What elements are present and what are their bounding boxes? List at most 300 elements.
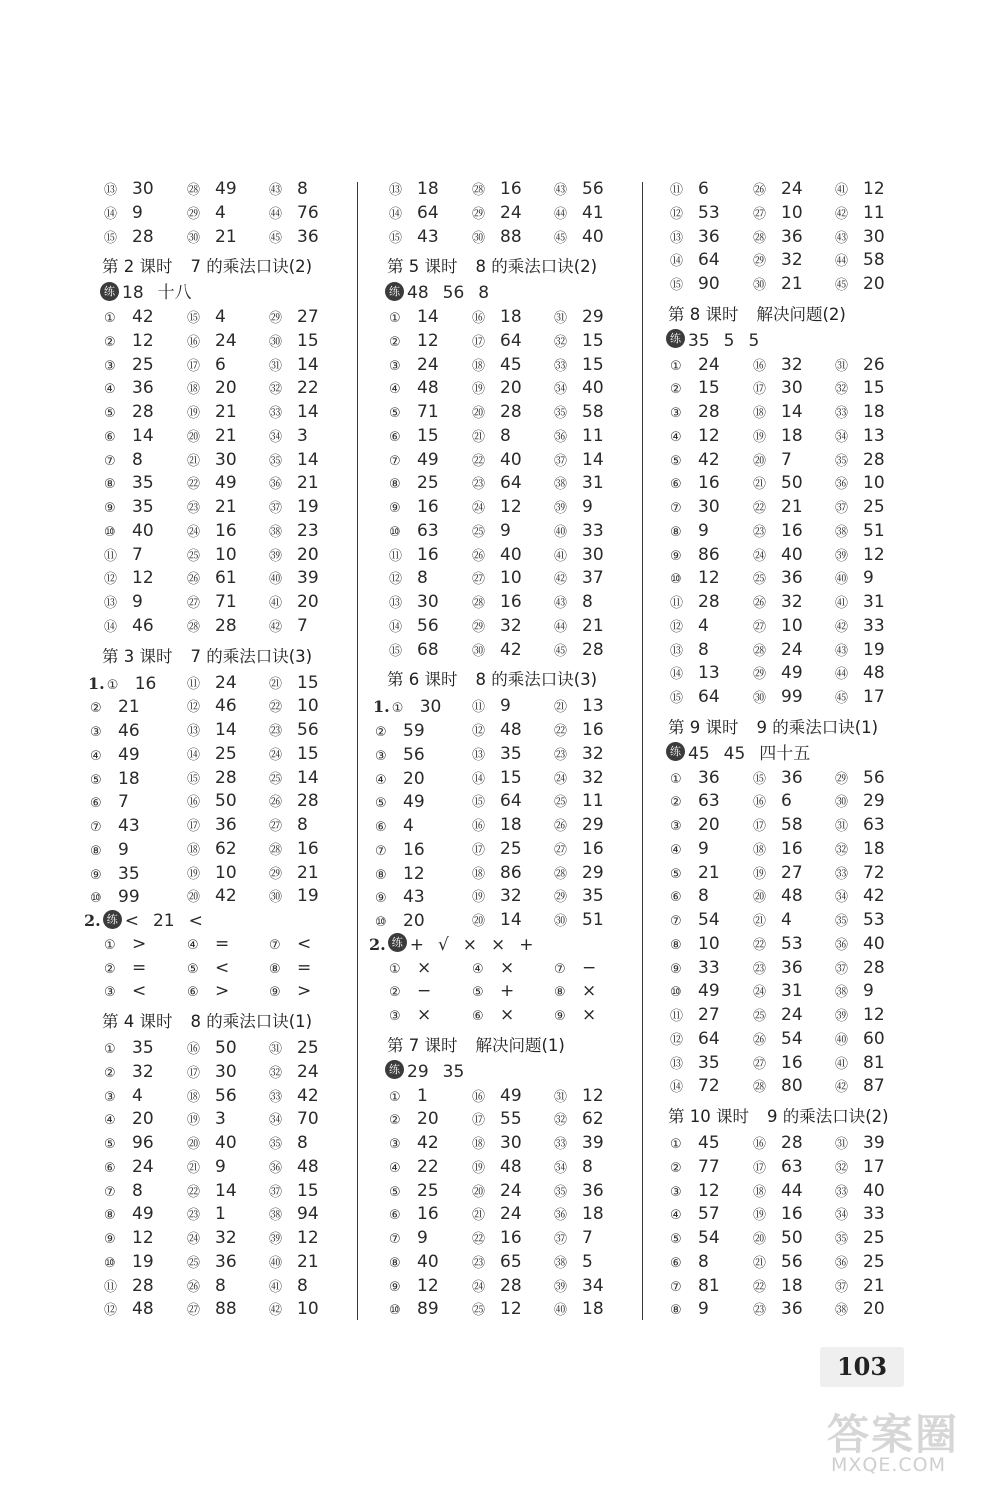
answer-cell <box>187 743 237 768</box>
answer-value: 43 <box>118 816 140 836</box>
answer-cell <box>753 1075 803 1100</box>
item-number: ㉗ <box>472 572 485 588</box>
answer-row <box>385 401 630 425</box>
answer-value: 40 <box>582 378 604 399</box>
answer-value: 39 <box>297 568 319 589</box>
item-number: ⑱ <box>187 1089 200 1105</box>
item-number: ③ <box>104 1089 115 1105</box>
item-number: ㉖ <box>753 596 766 611</box>
item-number: ㊱ <box>269 1160 282 1176</box>
item-number: ⑲ <box>753 866 766 882</box>
answer-cell <box>835 957 885 982</box>
answer-row <box>666 354 906 378</box>
answer-value: 80 <box>781 1076 803 1097</box>
answer-row <box>100 377 345 401</box>
answer-value: 15 <box>582 330 604 351</box>
item-number: ㊳ <box>269 524 282 540</box>
answer-value: 16 <box>500 179 522 199</box>
answer-cell <box>835 686 885 711</box>
answer-cell <box>269 425 308 450</box>
answer-value: × <box>417 957 432 978</box>
answer-value: 49 <box>403 792 425 813</box>
item-number: ㉓ <box>187 501 200 516</box>
answer-value: 58 <box>863 250 885 271</box>
item-number: ㉑ <box>187 1160 200 1176</box>
question-number: 2. <box>84 911 101 930</box>
answer-row <box>375 790 630 814</box>
answer-cell <box>472 449 522 474</box>
answer-cell <box>472 743 522 768</box>
item-number: ⑩ <box>670 985 681 1001</box>
answer-value: 56 <box>215 1085 237 1106</box>
answer-cell <box>753 1132 803 1157</box>
answer-row <box>385 354 630 378</box>
answer-cell <box>835 401 885 426</box>
lesson-number: 第 4 课时 <box>102 1012 173 1031</box>
answer-cell <box>554 980 596 1005</box>
answer-cell <box>389 449 439 474</box>
item-number: ③ <box>389 1009 400 1024</box>
item-number: ㉖ <box>753 183 766 198</box>
answer-value: 8 <box>297 179 308 199</box>
answer-value: 48 <box>132 1299 154 1320</box>
answer-value: 48 <box>863 663 885 684</box>
item-number: ⑬ <box>187 724 200 739</box>
answer-cell <box>835 1251 885 1276</box>
answer-cell <box>670 377 720 402</box>
answer-cell <box>104 1180 143 1205</box>
answer-cell <box>670 1180 720 1205</box>
answer-cell <box>753 1298 803 1323</box>
answer-cell <box>187 1251 237 1276</box>
lesson-heading <box>666 1105 906 1129</box>
answer-cell <box>269 814 308 839</box>
item-number: ㉝ <box>269 1089 282 1105</box>
answer-cell <box>472 178 522 203</box>
lesson-title: 7 的乘法口诀(3) <box>190 646 313 666</box>
answer-cell <box>554 520 604 545</box>
item-number: ㉙ <box>554 890 567 906</box>
item-number: ⑭ <box>104 619 117 635</box>
item-number: ㉙ <box>835 771 848 787</box>
answer-cell <box>472 1156 522 1181</box>
item-number: ㉑ <box>753 1255 766 1271</box>
answer-value: 10 <box>863 473 885 494</box>
answer-cell <box>554 226 604 251</box>
answer-row <box>100 1203 345 1227</box>
item-number: ① <box>670 358 681 374</box>
item-number: ⑬ <box>472 747 485 763</box>
answer-row <box>100 1251 345 1275</box>
answer-cell <box>554 767 604 792</box>
answer-value: 48 <box>500 720 522 740</box>
answer-cell <box>472 980 514 1005</box>
item-number: ① <box>670 1137 681 1152</box>
answer-value: 57 <box>698 1204 720 1225</box>
answer-value: 11 <box>582 425 604 446</box>
item-number: ⑨ <box>375 891 386 907</box>
answer-cell <box>389 401 439 426</box>
answer-cell <box>472 909 522 934</box>
answer-cell <box>269 1180 319 1205</box>
lesson-title: 9 的乘法口诀(1) <box>756 717 879 737</box>
item-number: ④ <box>670 842 681 858</box>
item-number: ⑱ <box>753 1184 766 1200</box>
practice-answer: + <box>519 934 534 955</box>
answer-cell <box>472 330 522 355</box>
answer-value: 28 <box>863 449 885 470</box>
item-number: ⑲ <box>472 1160 485 1176</box>
practice-answer-line <box>385 1061 630 1085</box>
answer-value: 10 <box>781 615 803 636</box>
item-number: ② <box>104 334 115 350</box>
answer-value: 18 <box>417 179 439 199</box>
answer-value: 9 <box>118 839 129 860</box>
answer-value: 4 <box>132 1085 143 1106</box>
answer-cell <box>187 672 237 697</box>
item-number: ㉑ <box>753 914 766 929</box>
answer-value: 54 <box>698 910 720 930</box>
item-number: ① <box>104 1042 115 1057</box>
answer-value: 18 <box>863 838 885 859</box>
answer-cell <box>472 567 522 592</box>
answer-value: 56 <box>297 720 319 740</box>
item-number: ⑫ <box>389 572 402 588</box>
answer-value: 50 <box>781 473 803 494</box>
item-number: ⑤ <box>670 1232 681 1247</box>
answer-cell <box>670 202 720 227</box>
answer-value: 28 <box>582 639 604 660</box>
item-number: ㉕ <box>269 771 282 787</box>
answer-cell <box>187 695 237 720</box>
answer-cell <box>835 838 885 863</box>
answer-value: 12 <box>582 1085 604 1106</box>
answer-cell <box>389 178 439 203</box>
answer-cell <box>187 1227 237 1252</box>
answer-cell <box>554 425 604 450</box>
answer-value: 61 <box>215 568 237 589</box>
answer-value: 14 <box>417 307 439 327</box>
item-number: ⑦ <box>389 1232 400 1247</box>
answer-cell <box>104 957 146 982</box>
answer-cell <box>670 520 709 545</box>
answer-row <box>100 567 345 591</box>
answer-value: 39 <box>863 1133 885 1153</box>
answer-row <box>100 496 345 520</box>
item-number: ㊲ <box>835 1279 848 1295</box>
item-number: ㉒ <box>753 937 766 953</box>
answer-cell <box>187 449 237 474</box>
answer-cell <box>753 686 803 711</box>
answer-cell <box>88 743 140 769</box>
practice-answer: 四十五 <box>759 743 811 764</box>
lesson-number: 第 6 课时 <box>387 670 458 690</box>
answer-value: 24 <box>500 202 522 223</box>
answer-cell <box>554 591 593 616</box>
answer-value: 26 <box>863 354 885 375</box>
answer-row <box>385 425 630 449</box>
answer-value: 21 <box>297 862 319 883</box>
item-number: ⑤ <box>670 453 681 469</box>
item-number: ⑯ <box>753 1137 766 1152</box>
answer-value: 14 <box>297 449 319 470</box>
answer-cell <box>554 1203 604 1228</box>
answer-cell <box>389 1085 428 1110</box>
answer-value: 16 <box>403 839 425 860</box>
item-number: ⑳ <box>187 1137 200 1152</box>
item-number: ⑤ <box>389 406 400 421</box>
answer-value: 22 <box>417 1156 439 1177</box>
answer-cell <box>554 719 604 744</box>
answer-cell <box>269 1251 319 1276</box>
item-number: ⑫ <box>670 1032 683 1048</box>
answer-value: 4 <box>698 615 709 636</box>
answer-value: 71 <box>417 402 439 422</box>
answer-row <box>385 1275 630 1299</box>
item-number: ⑨ <box>389 501 400 516</box>
practice-badge-icon: 练 <box>103 910 122 929</box>
item-number: ⑯ <box>753 358 766 374</box>
item-number: ㉕ <box>472 1303 485 1319</box>
answer-cell <box>389 1156 439 1181</box>
lesson-heading <box>666 716 906 740</box>
answer-cell <box>554 330 604 355</box>
answer-cell <box>269 178 308 203</box>
item-number: ⑪ <box>104 1279 117 1295</box>
answer-value: 12 <box>500 1299 522 1320</box>
answer-value: 36 <box>698 226 720 247</box>
answer-row <box>100 354 345 378</box>
item-number: ㉘ <box>187 619 200 635</box>
answer-row <box>100 1227 345 1251</box>
answer-cell <box>472 1108 522 1133</box>
answer-row <box>666 1156 906 1180</box>
answer-value: 55 <box>500 1109 522 1130</box>
answer-value: 7 <box>118 792 129 813</box>
answer-value: 13 <box>698 663 720 684</box>
answer-value: 35 <box>132 473 154 494</box>
answer-cell <box>670 1275 720 1300</box>
answer-cell <box>187 767 237 792</box>
answer-value: 81 <box>698 1275 720 1296</box>
answer-value: 30 <box>132 179 154 199</box>
answer-value: 28 <box>781 1133 803 1153</box>
answer-cell <box>554 838 604 863</box>
answer-value: 19 <box>863 639 885 660</box>
item-number: ⑬ <box>670 643 683 659</box>
practice-answer: 45 <box>723 743 746 764</box>
answer-value: 59 <box>403 721 425 741</box>
answer-cell <box>389 1298 439 1323</box>
practice-answer: 45 <box>688 743 710 764</box>
item-number: ⑳ <box>753 1232 766 1247</box>
answer-cell <box>269 1298 319 1323</box>
answer-value: 21 <box>582 615 604 636</box>
answer-row <box>385 1203 630 1227</box>
answer-value: 49 <box>215 179 237 199</box>
item-number: ㉗ <box>187 1303 200 1319</box>
item-number: ㉞ <box>835 429 848 445</box>
answer-cell <box>835 472 885 497</box>
answer-value: 21 <box>781 497 803 517</box>
column-divider <box>357 182 358 1320</box>
answer-cell <box>472 639 522 664</box>
answer-cell <box>670 1227 720 1252</box>
answer-cell <box>389 520 439 545</box>
answer-value: 56 <box>781 1251 803 1272</box>
answer-cell <box>269 496 319 521</box>
answer-cell <box>104 1251 154 1276</box>
answer-cell <box>187 933 229 958</box>
item-number: ⑳ <box>753 890 766 906</box>
item-number: ㉚ <box>554 914 567 929</box>
answer-value: 8 <box>297 1133 308 1153</box>
answer-row <box>385 306 630 330</box>
answer-row <box>666 1298 906 1322</box>
answer-cell <box>554 354 604 379</box>
answer-cell <box>472 202 522 227</box>
item-number: ㊺ <box>835 691 848 706</box>
item-number: ⑨ <box>389 1279 400 1295</box>
answer-row <box>666 885 906 909</box>
item-number: ⑬ <box>389 183 402 198</box>
answer-cell <box>269 615 308 640</box>
item-number: ② <box>389 1113 400 1129</box>
answer-cell <box>670 1251 709 1276</box>
answer-cell <box>753 354 803 379</box>
answer-cell <box>753 838 803 863</box>
practice-answer: 56 <box>442 283 465 304</box>
item-number: ㉞ <box>835 890 848 906</box>
answer-row <box>100 591 345 615</box>
answer-value: 46 <box>215 696 237 717</box>
answer-cell <box>104 354 154 379</box>
item-number: ㉓ <box>753 524 766 540</box>
answer-row <box>385 980 630 1004</box>
answer-cell <box>187 496 237 521</box>
answer-value: 32 <box>781 250 803 271</box>
answer-cell <box>269 885 319 910</box>
answer-value: 21 <box>297 473 319 494</box>
item-number: ⑥ <box>389 429 400 445</box>
item-number: ⑮ <box>389 230 402 246</box>
answer-value: 42 <box>417 1133 439 1153</box>
item-number: ⑦ <box>670 501 681 516</box>
answer-cell <box>472 1004 514 1029</box>
answer-value: 15 <box>297 1180 319 1201</box>
answer-cell <box>389 591 439 616</box>
answer-value: 49 <box>417 449 439 470</box>
item-number: ⑧ <box>670 524 681 540</box>
item-number: ⑦ <box>104 1184 115 1200</box>
answer-row <box>666 1132 906 1156</box>
item-number: ㊹ <box>269 206 282 222</box>
answer-cell <box>373 885 425 911</box>
answer-value: 28 <box>215 767 237 788</box>
answer-value: 30 <box>582 544 604 565</box>
item-number: ⑫ <box>472 724 485 739</box>
item-number: ⑱ <box>187 382 200 398</box>
answer-value: 12 <box>500 497 522 517</box>
answer-cell <box>554 1004 596 1029</box>
answer-value: 36 <box>215 815 237 835</box>
answer-row <box>666 178 906 202</box>
answer-value: 68 <box>417 639 439 660</box>
answer-row <box>100 330 345 354</box>
answer-cell <box>835 1028 885 1053</box>
answer-cell <box>472 1227 522 1252</box>
item-number: ④ <box>670 429 681 445</box>
answer-cell <box>187 178 237 203</box>
answer-value: 9 <box>698 1299 709 1320</box>
answer-value: 56 <box>403 744 425 765</box>
answer-value: 33 <box>582 520 604 541</box>
answer-value: 30 <box>419 697 442 718</box>
item-number: ⑩ <box>375 915 386 930</box>
answer-value: 36 <box>781 767 803 788</box>
item-number: ⑬ <box>670 1056 683 1072</box>
answer-cell <box>104 226 154 251</box>
answer-value: 18 <box>582 1299 604 1320</box>
lesson-title: 解决问题(2) <box>756 304 846 324</box>
answer-cell <box>670 425 720 450</box>
item-number: ⑮ <box>187 771 200 787</box>
practice-answer: × <box>491 934 506 955</box>
item-number: ⑰ <box>753 819 766 834</box>
answer-cell <box>753 980 803 1005</box>
item-number: ㉒ <box>187 1184 200 1200</box>
answer-value: 14 <box>781 402 803 422</box>
answer-cell <box>835 425 885 450</box>
answer-cell <box>187 354 226 379</box>
item-number: ⑪ <box>104 548 117 564</box>
answer-cell <box>554 202 604 227</box>
answer-value: 18 <box>500 815 522 835</box>
item-number: ㉟ <box>835 1232 848 1247</box>
answer-cell <box>389 1132 439 1157</box>
lesson-number: 第 2 课时 <box>102 257 173 277</box>
answer-value: 49 <box>698 981 720 1002</box>
answer-cell <box>88 814 140 840</box>
answer-cell <box>835 790 885 815</box>
answer-value: 10 <box>297 1299 319 1320</box>
answer-cell <box>472 354 522 379</box>
practice-answer-line <box>100 282 345 306</box>
answer-cell <box>472 591 522 616</box>
answer-cell <box>389 226 439 251</box>
answer-value: 42 <box>500 639 522 660</box>
answer-value: 40 <box>417 1251 439 1272</box>
answer-cell <box>753 226 803 251</box>
item-number: ㉖ <box>472 548 485 564</box>
answer-cell <box>269 1275 308 1300</box>
answer-cell <box>835 862 885 887</box>
answer-cell <box>835 1298 885 1323</box>
answer-cell <box>389 377 439 402</box>
answer-cell <box>670 567 720 592</box>
answer-value: 30 <box>698 497 720 517</box>
answer-row <box>666 862 906 886</box>
answer-value: 49 <box>215 473 237 494</box>
answer-cell <box>670 909 720 934</box>
item-number: ㉞ <box>554 1160 567 1176</box>
answer-value: 10 <box>698 933 720 954</box>
answer-cell <box>835 1180 885 1205</box>
answer-cell <box>269 1227 319 1252</box>
item-number: ㉙ <box>753 667 766 683</box>
item-number: ⑧ <box>670 1303 681 1319</box>
answer-cell <box>88 790 129 816</box>
